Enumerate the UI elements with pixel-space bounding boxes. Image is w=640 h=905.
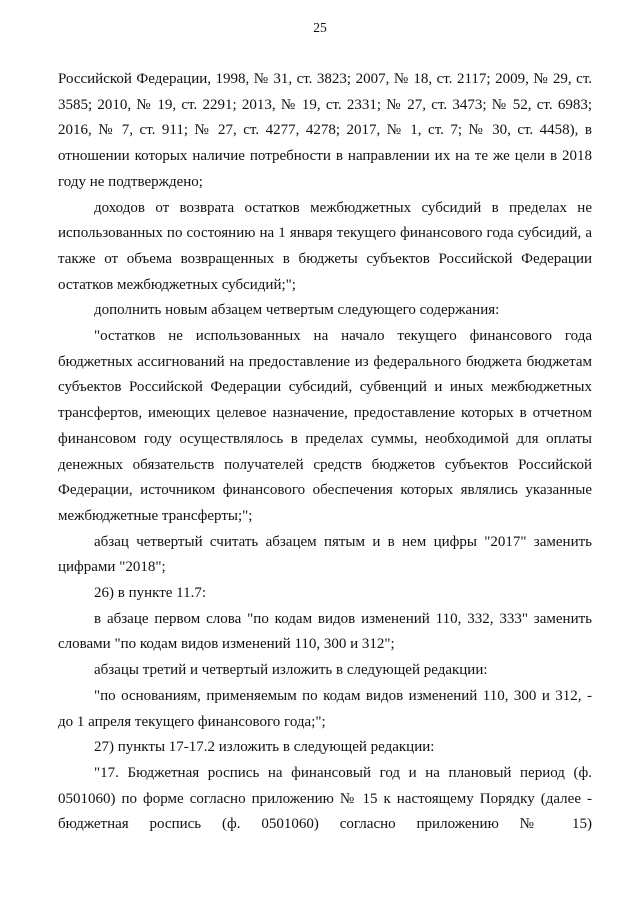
paragraph: Российской Федерации, 1998, № 31, ст. 3823; 2007, № 18, ст. 2117; 2009, № 29, ст. 3585; 2010, № 19, ст. 2291; 2013, № 19, ст. 2331; № 27, ст. 3473; № 52, ст. 6983; 2016, № 7, ст. 911; № 27, ст. 4277, 4278; 2017, № 1, ст. 7; № 30, ст. 4458), в отношении которых наличие потребности в направлении их на те же цели в 2018 году не подтверждено; (58, 71, 592, 190)
paragraph: абзацы третий и четвертый изложить в следующей редакции: (94, 662, 488, 679)
quoted-paragraph: "17. Бюджетная роспись на финансовый год и на плановый период (ф. 0501060) по форме согласно приложению № 15 к настоящему Порядку (далее - бюджетная роспись (ф. 0501060) согласно приложению № 15) (58, 764, 592, 833)
item-heading: 27) пункты 17-17.2 изложить в следующей редакции: (94, 739, 435, 756)
item-heading: 26) в пункте 11.7: (94, 585, 207, 602)
paragraph: дополнить новым абзацем четвертым следующего содержания: (94, 302, 500, 319)
paragraph: абзац четвертый считать абзацем пятым и в нем цифры "2017" заменить цифрами "2018"; (58, 533, 592, 576)
paragraph: в абзаце первом слова "по кодам видов изменений 110, 332, 333" заменить словами "по кодам видов изменений 110, 300 и 312"; (58, 610, 592, 653)
paragraph: доходов от возврата остатков межбюджетных субсидий в пределах не использованных по состоянию на 1 января текущего финансового года субсидий, а также от объема возвращенных в бюджеты субъектов Российской Федерации остатков межбюджетных субсидий;"; (58, 199, 592, 293)
quoted-paragraph: "остатков не использованных на начало текущего финансового года бюджетных ассигнований на предоставление из федерального бюджета бюджетам субъектов Российской Федерации субсидий, субвенций и иных межбюджетных трансфертов, имеющих целевое назначение, предоставление которых в отчетном финансовом году осуществлялось в пределах суммы, необходимой для оплаты денежных обязательств получателей средств бюджетов субъектов Российской Федерации, источником финансового обеспечения которых являлись указанные межбюджетные трансферты;"; (58, 328, 592, 524)
document-body (58, 67, 592, 838)
page-number: 25 (313, 20, 327, 35)
quoted-paragraph: "по основаниям, применяемым по кодам видов изменений 110, 300 и 312, - до 1 апреля текущего финансового года;"; (58, 687, 592, 730)
